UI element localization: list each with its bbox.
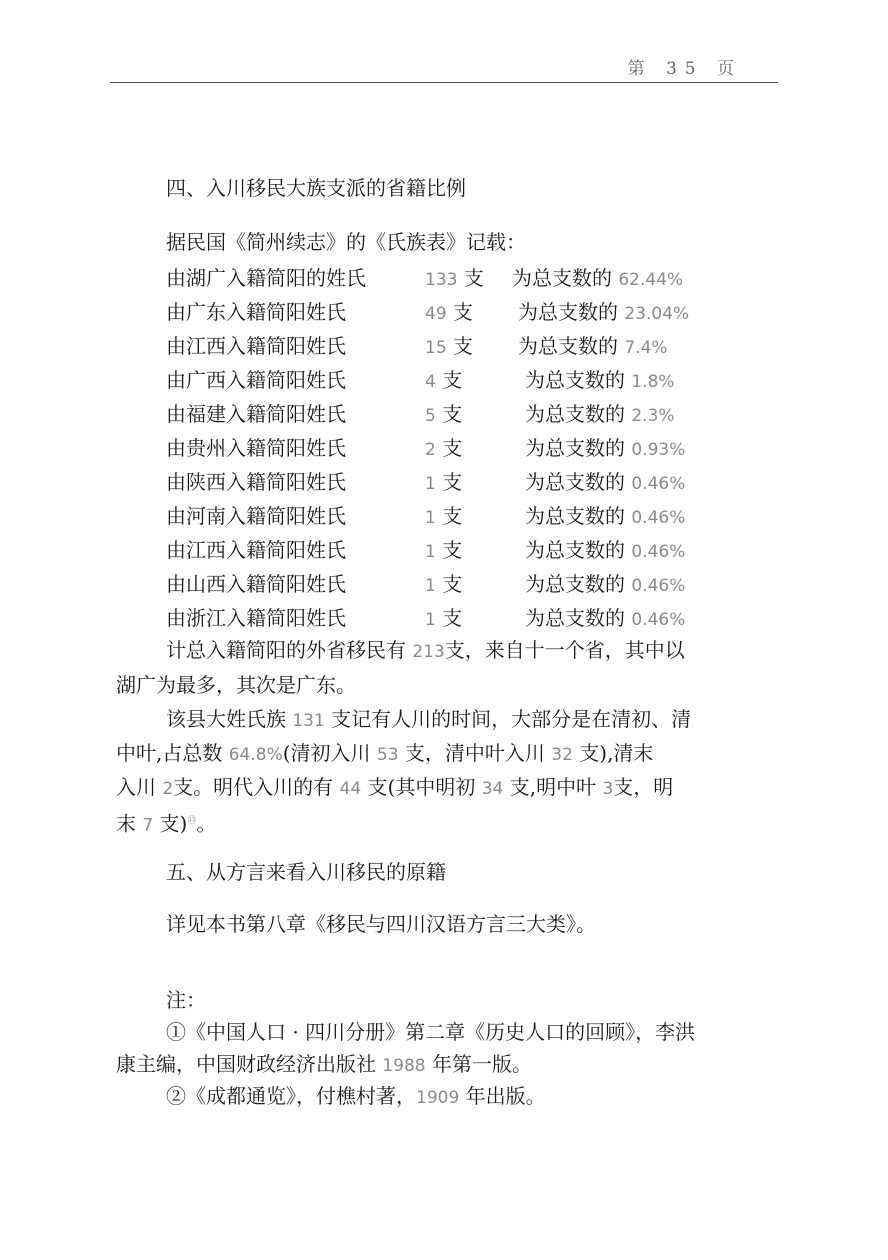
row-branch-count: 1 支 <box>425 504 463 528</box>
para1-line1: 计总入籍简阳的外省移民有 213支，来自十一个省，其中以 <box>166 638 685 662</box>
row-origin-name: 由贵州入籍简阳姓氏 <box>166 436 346 460</box>
row-branch-count: 1 支 <box>425 572 463 596</box>
row-percentage: 为总支数的 0.93% <box>525 436 686 460</box>
table-row <box>0 534 888 562</box>
row-origin-name: 由河南入籍简阳姓氏 <box>166 504 346 528</box>
para2-line3: 入川 2支。明代入川的有 44 支(其中明初 34 支,明中叶 3支，明 <box>116 775 674 799</box>
row-branch-count: 1 支 <box>425 606 463 630</box>
section4-heading: 四、入川移民大族支派的省籍比例 <box>166 176 466 200</box>
note-2: ②《成都通览》，付樵村著，1909 年出版。 <box>166 1084 546 1108</box>
page-header <box>110 52 778 83</box>
row-percentage: 为总支数的 0.46% <box>525 606 686 630</box>
row-branch-count: 133 支 <box>425 266 484 290</box>
row-percentage: 为总支数的 23.04% <box>518 300 690 324</box>
row-branch-count: 2 支 <box>425 436 463 460</box>
para1-line2: 湖广为最多，其次是广东。 <box>116 673 356 697</box>
row-branch-count: 5 支 <box>425 402 463 426</box>
row-percentage: 为总支数的 62.44% <box>512 266 684 290</box>
section5-heading: 五、从方言来看入川移民的原籍 <box>166 860 446 884</box>
row-origin-name: 由山西入籍简阳姓氏 <box>166 572 346 596</box>
row-origin-name: 由陕西入籍简阳姓氏 <box>166 470 346 494</box>
note-1-line2: 康主编，中国财政经济出版社 1988 年第一版。 <box>116 1052 532 1076</box>
row-origin-name: 由广西入籍简阳姓氏 <box>166 368 346 392</box>
row-percentage: 为总支数的 2.3% <box>525 402 675 426</box>
para2-line4: 末 7 支)⑬。 <box>116 811 217 836</box>
row-percentage: 为总支数的 1.8% <box>525 368 675 392</box>
table-row <box>0 500 888 528</box>
note-1-line1: ①《中国人口 · 四川分册》第二章《历史人口的回顾》，李洪 <box>166 1020 696 1044</box>
notes-label: 注： <box>166 988 206 1012</box>
table-row <box>0 364 888 392</box>
row-origin-name: 由福建入籍简阳姓氏 <box>166 402 346 426</box>
para2-line1: 该县大姓氏族 131 支记有人川的时间，大部分是在清初、清 <box>166 707 692 731</box>
row-branch-count: 15 支 <box>425 334 473 358</box>
section4-intro: 据民国《简州续志》的《氏族表》记载： <box>166 230 526 254</box>
row-origin-name: 由广东入籍简阳姓氏 <box>166 300 346 324</box>
footnote-ref: ⑬ <box>187 816 197 826</box>
row-origin-name: 由湖广入籍简阳的姓氏 <box>166 266 366 290</box>
table-row <box>0 432 888 460</box>
row-origin-name: 由江西入籍简阳姓氏 <box>166 538 346 562</box>
row-origin-name: 由浙江入籍简阳姓氏 <box>166 606 346 630</box>
table-row <box>0 296 888 324</box>
table-row <box>0 398 888 426</box>
table-row <box>0 466 888 494</box>
table-row <box>0 330 888 358</box>
row-percentage: 为总支数的 0.46% <box>525 572 686 596</box>
table-row <box>0 602 888 630</box>
page-number: 第 35 页 <box>627 59 742 79</box>
row-percentage: 为总支数的 0.46% <box>525 470 686 494</box>
table-row <box>0 262 888 290</box>
table-row <box>0 568 888 596</box>
row-branch-count: 49 支 <box>425 300 473 324</box>
row-percentage: 为总支数的 0.46% <box>525 538 686 562</box>
row-branch-count: 1 支 <box>425 470 463 494</box>
row-branch-count: 1 支 <box>425 538 463 562</box>
row-percentage: 为总支数的 0.46% <box>525 504 686 528</box>
row-percentage: 为总支数的 7.4% <box>518 334 668 358</box>
row-origin-name: 由江西入籍简阳姓氏 <box>166 334 346 358</box>
para2-line2: 中叶,占总数 64.8%(清初入川 53 支，清中叶入川 32 支),清末 <box>116 741 654 765</box>
row-branch-count: 4 支 <box>425 368 463 392</box>
section5-body: 详见本书第八章《移民与四川汉语方言三大类》。 <box>166 912 596 936</box>
